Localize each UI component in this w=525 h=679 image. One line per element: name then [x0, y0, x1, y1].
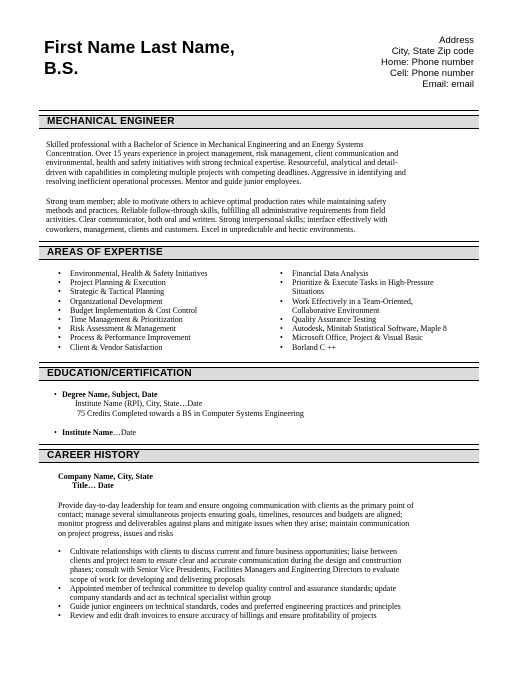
list-item	[280, 269, 480, 278]
section-divider	[39, 362, 479, 363]
text-line: environmental, health and safety initiatives with strong technical expertise. Resourceful, analytical and detail-	[46, 158, 398, 168]
list-item	[280, 297, 480, 315]
contact-address: Address	[439, 35, 474, 46]
career-heading: CAREER HISTORY	[47, 450, 141, 461]
institute-name-2: Institute Name	[62, 428, 113, 437]
text-line: driven with capabilities in completing multiple projects with competing deadlines. Aggressive in identifying and	[46, 167, 406, 177]
text-line: • Microsoft Office, Project & Visual Basic	[292, 333, 423, 343]
text-line: • Prioritize & Execute Tasks in High-Pressure	[292, 278, 434, 288]
text-line: • Autodesk, Minitab Statistical Software, Maple 8	[292, 324, 447, 334]
expertise-list-right	[280, 269, 480, 352]
text-line: scope of work for developing and delivering proposals	[70, 574, 245, 584]
list-item: • Risk Assessment & Management	[58, 324, 268, 333]
text-line: monitor progress and deliverables against plans and mitigate issues when they arise; maintain communication	[58, 519, 410, 529]
list-item	[58, 611, 478, 620]
text-line: Skilled professional with a Bachelor of Science in Mechanical Engineering and an Energy Systems	[46, 140, 364, 149]
section-divider	[39, 110, 479, 111]
text-line: contact; manage several simultaneous projects ensuring goals, timelines, resources and budgets are aligned;	[58, 510, 403, 520]
section-divider	[39, 241, 479, 242]
list-item: • Budget Implementation & Cost Control	[58, 306, 268, 315]
career-bullets	[58, 547, 478, 621]
section-title-heading: MECHANICAL ENGINEER	[47, 116, 175, 127]
career-summary	[58, 501, 478, 538]
education-entry-1	[54, 390, 304, 418]
education-entry-2	[54, 428, 136, 437]
text-line: • Appointed member of technical committee to develop quality control and assurance standards; update	[70, 583, 397, 593]
credits-note: 75 Credits Completed towards a BS in Computer Systems Engineering	[77, 408, 304, 418]
contact-home-phone: Home: Phone number	[381, 57, 474, 68]
text-line: on project progress, issues and risks	[58, 528, 174, 538]
text-line: • Work Effectively in a Team-Oriented,	[292, 296, 413, 306]
text-line: clients and project team to ensure clear and accurate communication during the design and construction	[70, 556, 402, 566]
expertise-list-left	[58, 269, 268, 352]
list-item: • Process & Performance Improvement	[58, 333, 268, 342]
profile-paragraph-1	[46, 140, 471, 186]
section-header-education	[39, 367, 479, 381]
text-line: activities. Clear communicator, both oral and written. Strong interpersonal skills; interface effectively with	[46, 215, 388, 225]
list-item	[58, 602, 478, 611]
text-line: company standards and act as technical specialist within group	[70, 593, 271, 603]
contact-block	[381, 35, 474, 90]
bullet: •	[54, 390, 57, 399]
contact-city: City, State Zip code	[391, 46, 474, 57]
list-item: • Environmental, Health & Safety Initiatives	[58, 269, 268, 278]
text-line: Concentration. Over 15 years experience in project management, risk management, client communication and	[46, 149, 399, 159]
list-item: • Client & Vendor Satisfaction	[58, 343, 268, 352]
text-line: • Review and edit draft invoices to ensure accuracy of billings and ensure profitability of projects	[70, 611, 377, 621]
text-line: • Guide junior engineers on technical standards, codes and preferred engineering practices and principles	[70, 602, 401, 612]
text-line: • Borland C ++	[292, 342, 337, 352]
text-line: coworkers, management, clients and customers. Excel in unpredictable and hectic environments.	[46, 224, 356, 234]
text-line: • Cultivate relationships with clients to discuss current and future business opportunities; liaise between	[70, 547, 398, 556]
text-line: • Quality Assurance Testing	[292, 315, 377, 325]
text-line: Provide day-to-day leadership for team and ensure ongoing communication with clients as the primary point of	[58, 501, 414, 510]
contact-email: Email: email	[422, 79, 474, 90]
text-line: Situations	[292, 287, 325, 297]
list-item	[58, 584, 478, 602]
section-header-title	[39, 115, 479, 129]
list-item	[280, 278, 480, 296]
section-header-expertise	[39, 246, 479, 260]
section-divider	[39, 444, 479, 445]
expertise-heading: AREAS OF EXPERTISE	[47, 247, 163, 258]
job-title: Title… Date	[72, 481, 114, 490]
text-line: • Financial Data Analysis	[292, 269, 369, 278]
text-line: methods and practices. Reliable follow-through skills, fulfilling all administrative requirements from field	[46, 206, 386, 216]
list-item: • Strategic & Tactical Planning	[58, 287, 268, 296]
contact-cell-phone: Cell: Phone number	[390, 68, 474, 79]
candidate-name	[44, 37, 304, 79]
text-line: phases; consult with Senior Vice Presidents, Facilities Managers and Engineering Directors to evaluate	[70, 565, 400, 575]
list-item	[58, 547, 478, 584]
list-item: • Time Management & Prioritization	[58, 315, 268, 324]
text-line: Collaborative Environment	[292, 305, 380, 315]
education-heading: EDUCATION/CERTIFICATION	[47, 368, 192, 379]
profile-paragraph-2	[46, 197, 471, 234]
bullet: •	[54, 428, 57, 437]
institute-name: Institute Name (RPI), City, State…Date	[75, 399, 203, 409]
list-item	[280, 343, 480, 352]
degree-name: Degree Name, Subject, Date	[62, 390, 158, 399]
name-line-1: First Name Last Name,	[44, 37, 235, 57]
list-item: • Organizational Development	[58, 297, 268, 306]
text-line: resolving inefficient operational processes. Mentor and guide junior employees.	[46, 176, 302, 186]
name-line-2: B.S.	[44, 58, 79, 78]
text-line: Strong team member; able to motivate others to achieve optimal production rates while maintaining safety	[46, 197, 387, 206]
institute-date-2: …Date	[112, 428, 136, 437]
list-item	[280, 315, 480, 324]
company-name: Company Name, City, State	[58, 472, 153, 481]
list-item	[280, 333, 480, 342]
list-item: • Project Planning & Execution	[58, 278, 268, 287]
section-header-career	[39, 449, 479, 463]
list-item	[280, 324, 480, 333]
